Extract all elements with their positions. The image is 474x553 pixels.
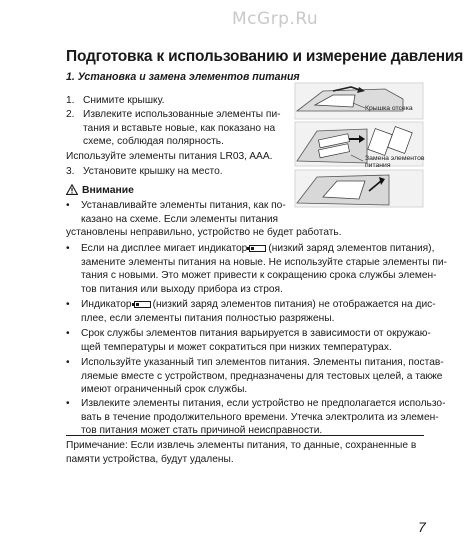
bullet-dot: • [66,299,70,310]
text-line: казано на схеме. Если элементы питания [81,213,279,225]
note-line: памяти устройства, будут удалены. [66,453,234,465]
text-line: Извлеките использованные элементы пи- [83,109,281,120]
note-line: Примечание: Если извлечь элементы питания, то данные, сохраненные в [66,440,417,451]
text-span: (низкий заряд элементов питания), [268,243,435,254]
text-line: тания и вставьте новые, как показано на [83,122,276,134]
bullet-dot: • [66,243,70,254]
text-line: Используйте указанный тип элементов питания. Элементы питания, постав- [81,357,444,368]
text-span: (низкий заряд элементов питания) не отображается на дис- [152,299,436,310]
figure-label-cover: Крышка отсека [365,105,413,112]
text-line: схеме, соблюдая полярность. [83,136,224,148]
text-line: замените элементы питания на новые. Не используйте старые элементы пи- [81,256,447,268]
low-battery-indicator-icon [249,245,266,252]
page-number: 7 [418,519,426,535]
text-line: щей температуры и может сократиться при низких температурах. [81,341,392,353]
text-line [81,298,436,312]
text-line: плее, если элементы питания полностью разряжены. [81,312,335,324]
figure-label-batteries-line2: питания [365,162,391,169]
text-line: вать в течение продолжительного времени. Утечка электролита из элемен- [81,411,439,423]
bullet-dot: • [66,328,70,339]
battery-type-text: Используйте элементы питания LR03, AAA. [66,151,273,162]
bullet-dot: • [66,200,70,211]
text-line: Срок службы элементов питания варьируется в зависимости от окружаю- [81,328,431,339]
text-line: ляемые вместе с устройством, предназначены для тестовых целей, а также [81,370,443,382]
step-text [83,108,281,149]
step-text: Снимите крышку. [83,95,165,106]
text-line: тов питания или выходу прибора из строя. [81,283,283,295]
step-number: 1. [66,95,75,106]
section-heading-batteries: 1. Установка и замена элементов питания [66,71,300,83]
warning-bullet-1-cont: установлены неправильно, устройство не будет работать. [66,227,342,238]
text-line: тов питания может стать причиной неисправности. [81,425,323,437]
illustration-panel-batteries [295,122,425,169]
step-number: 2. [66,109,75,120]
low-battery-indicator-icon [134,301,151,308]
battery-replacement-illustration [293,81,425,209]
note-box [66,435,424,466]
watermark: McGrp.Ru [232,9,319,29]
illustration-panel-cover [295,83,423,119]
figure-label-batteries-line1: Замена элементов [365,155,425,162]
bullet-dot: • [66,357,70,368]
text-line: имеют ограниченный срок службы. [81,384,248,396]
step-text: Установите крышку на место. [83,166,223,177]
step-number: 3. [66,166,75,177]
text-line: тания с новыми. Это может привести к сокращению срока службы элемен- [81,270,437,282]
text-line: Извлеките элементы питания, если устройство не предполагается использо- [81,398,446,409]
page-title: Подготовка к использованию и измерение давления [66,48,464,65]
text-span: Индикатор [81,299,132,310]
text-span: Если на дисплее мигает индикатор [81,243,248,254]
text-line: Устанавливайте элементы питания, как по- [81,200,286,211]
warning-heading [66,184,134,196]
warning-icon [66,184,78,195]
text-line [81,242,435,256]
bullet-dot: • [66,398,70,409]
warning-heading-text: Внимание [82,185,134,196]
